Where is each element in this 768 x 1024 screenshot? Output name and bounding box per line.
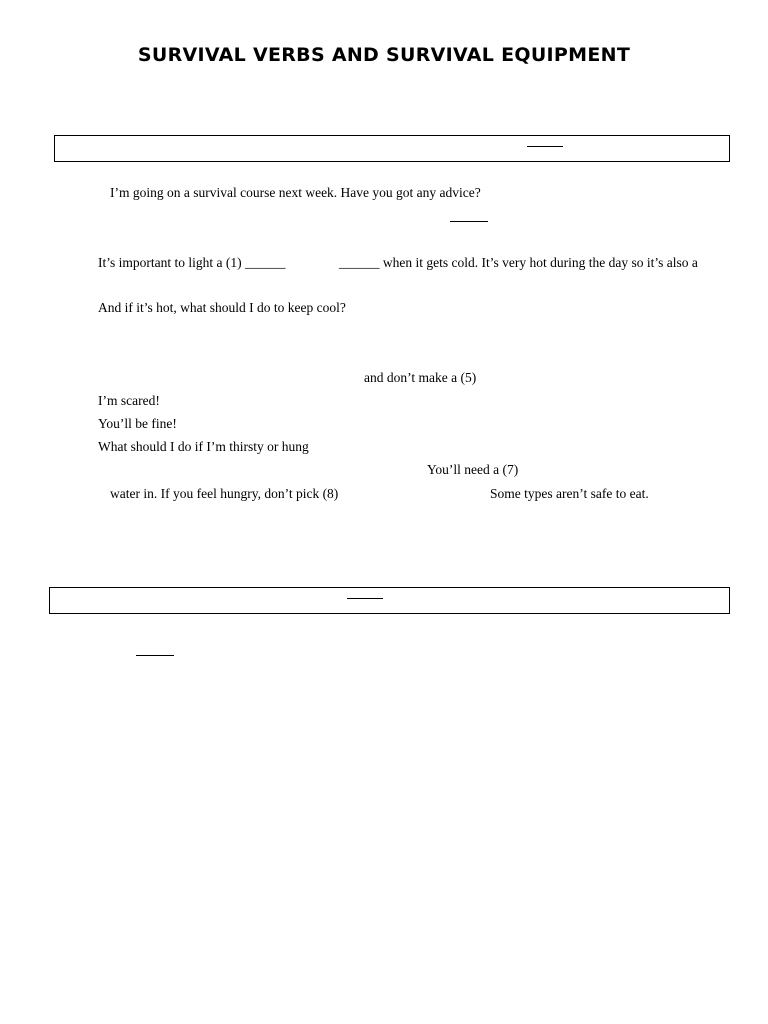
dialogue-line-advice: I’m going on a survival course next week. Have you got any advice?	[110, 185, 481, 200]
dialogue-line-scared: I’m scared!	[98, 393, 160, 408]
dialogue-line-need: You’ll need a (7)	[427, 462, 519, 477]
exercise-box-1	[54, 135, 730, 162]
dialogue-line-keep-cool: And if it’s hot, what should I do to keep cool?	[98, 300, 346, 315]
answer-blank-line	[450, 221, 488, 222]
dialogue-line-dont-make: and don’t make a (5)	[364, 370, 477, 385]
dialogue-line-fine: You’ll be fine!	[98, 416, 177, 431]
exercise-box-2	[49, 587, 730, 614]
box2-blank-line	[347, 598, 383, 599]
dialogue-line-water-part1: water in. If you feel hungry, don’t pick (8)	[110, 486, 339, 501]
dialogue-line-light-part1: It’s important to light a (1) ______	[98, 255, 286, 270]
section2-blank-line	[136, 655, 174, 656]
dialogue-line-water-part2: Some types aren’t safe to eat.	[490, 486, 649, 501]
page-title: SURVIVAL VERBS AND SURVIVAL EQUIPMENT	[137, 44, 631, 66]
dialogue-line-thirsty: What should I do if I’m thirsty or hung	[98, 439, 309, 454]
box1-blank-line	[527, 146, 563, 147]
dialogue-line-light-part2: ______ when it gets cold. It’s very hot during the day so it’s also a	[339, 255, 698, 270]
